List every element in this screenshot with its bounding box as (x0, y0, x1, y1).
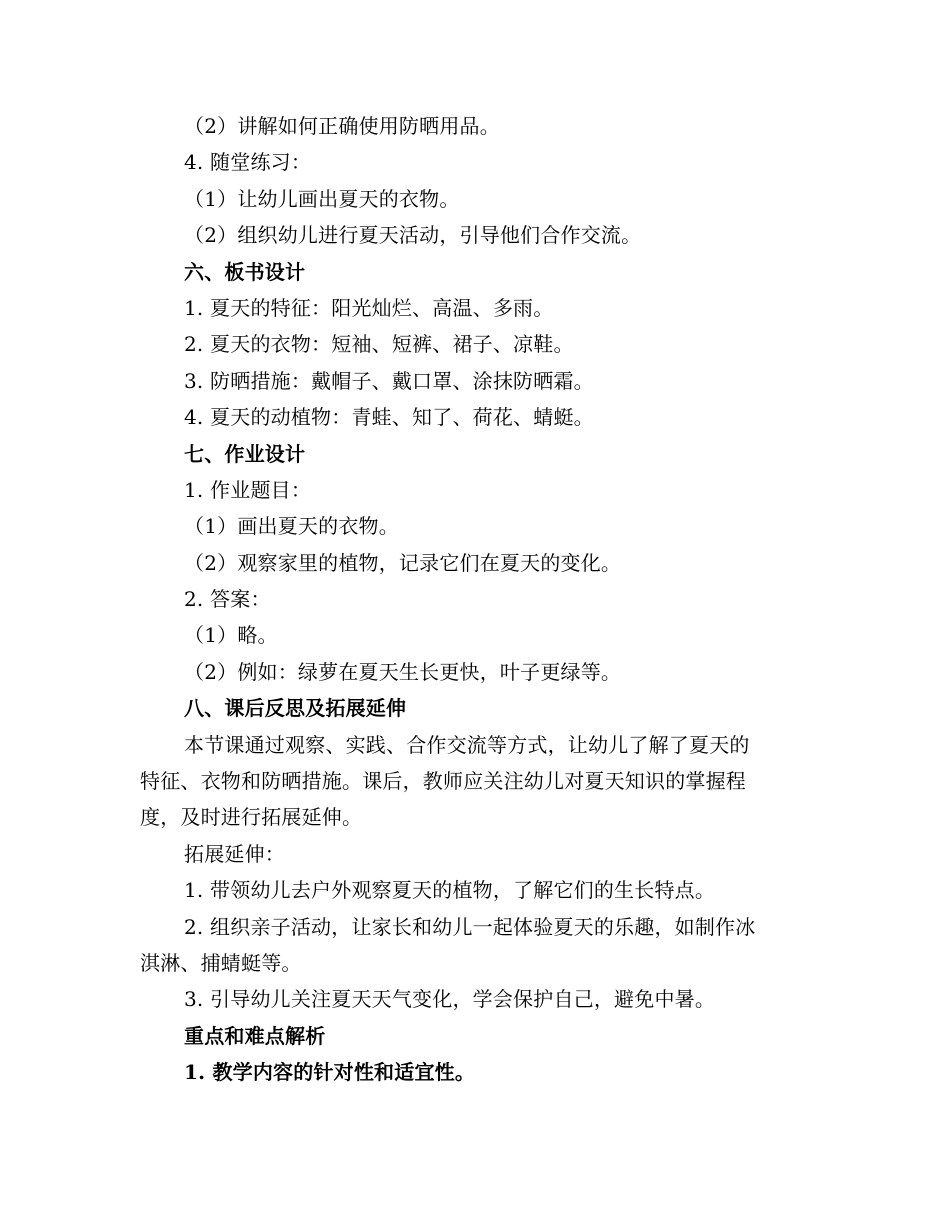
paragraph-line: 特征、衣物和防晒措施。课后，教师应关注幼儿对夏天知识的掌握程 (140, 769, 746, 794)
list-item-continuation: 淇淋、捕蜻蜓等。 (140, 950, 302, 975)
text-line: （1）让幼儿画出夏天的衣物。 (184, 186, 460, 211)
text-line: （2）观察家里的植物，记录它们在夏天的变化。 (184, 550, 622, 575)
paragraph-line: 本节课通过观察、实践、合作交流等方式，让幼儿了解了夏天的 (184, 732, 750, 757)
section-heading: 七、作业设计 (184, 441, 306, 466)
text-line: （2）组织幼儿进行夏天活动，引导他们合作交流。 (184, 223, 642, 248)
section-heading: 六、板书设计 (184, 259, 306, 284)
list-item: 3. 防晒措施：戴帽子、戴口罩、涂抹防晒霜。 (184, 368, 594, 393)
list-item: 1. 夏天的特征：阳光灿烂、高温、多雨。 (184, 295, 554, 320)
list-item: 1. 带领幼儿去户外观察夏天的植物，了解它们的生长特点。 (184, 878, 716, 903)
paragraph-line: 拓展延伸： (184, 841, 285, 866)
document-body (140, 108, 810, 1091)
section-heading: 八、课后反思及拓展延伸 (184, 696, 407, 721)
paragraph-line: 度，及时进行拓展延伸。 (140, 805, 363, 830)
text-line: （2）例如：绿萝在夏天生长更快，叶子更绿等。 (184, 659, 622, 684)
text-line: （1）略。 (184, 623, 278, 648)
list-item: 2. 答案： (184, 587, 271, 612)
list-item: 2. 组织亲子活动，让家长和幼儿一起体验夏天的乐趣，如制作冰 (184, 914, 756, 939)
subsection-heading: 1. 教学内容的针对性和适宜性。 (184, 1060, 476, 1085)
list-item: 4. 随堂练习： (184, 150, 312, 175)
list-item: 2. 夏天的衣物：短袖、短裤、裙子、凉鞋。 (184, 332, 574, 357)
section-heading: 重点和难点解析 (184, 1023, 326, 1048)
text-line: （1）画出夏天的衣物。 (184, 514, 399, 539)
text-line: （2）讲解如何正确使用防晒用品。 (184, 114, 500, 138)
list-item: 1. 作业题目： (184, 477, 312, 502)
list-item: 4. 夏天的动植物：青蛙、知了、荷花、蜻蜓。 (184, 405, 594, 430)
list-item: 3. 引导幼儿关注夏天天气变化，学会保护自己，避免中暑。 (184, 987, 716, 1012)
